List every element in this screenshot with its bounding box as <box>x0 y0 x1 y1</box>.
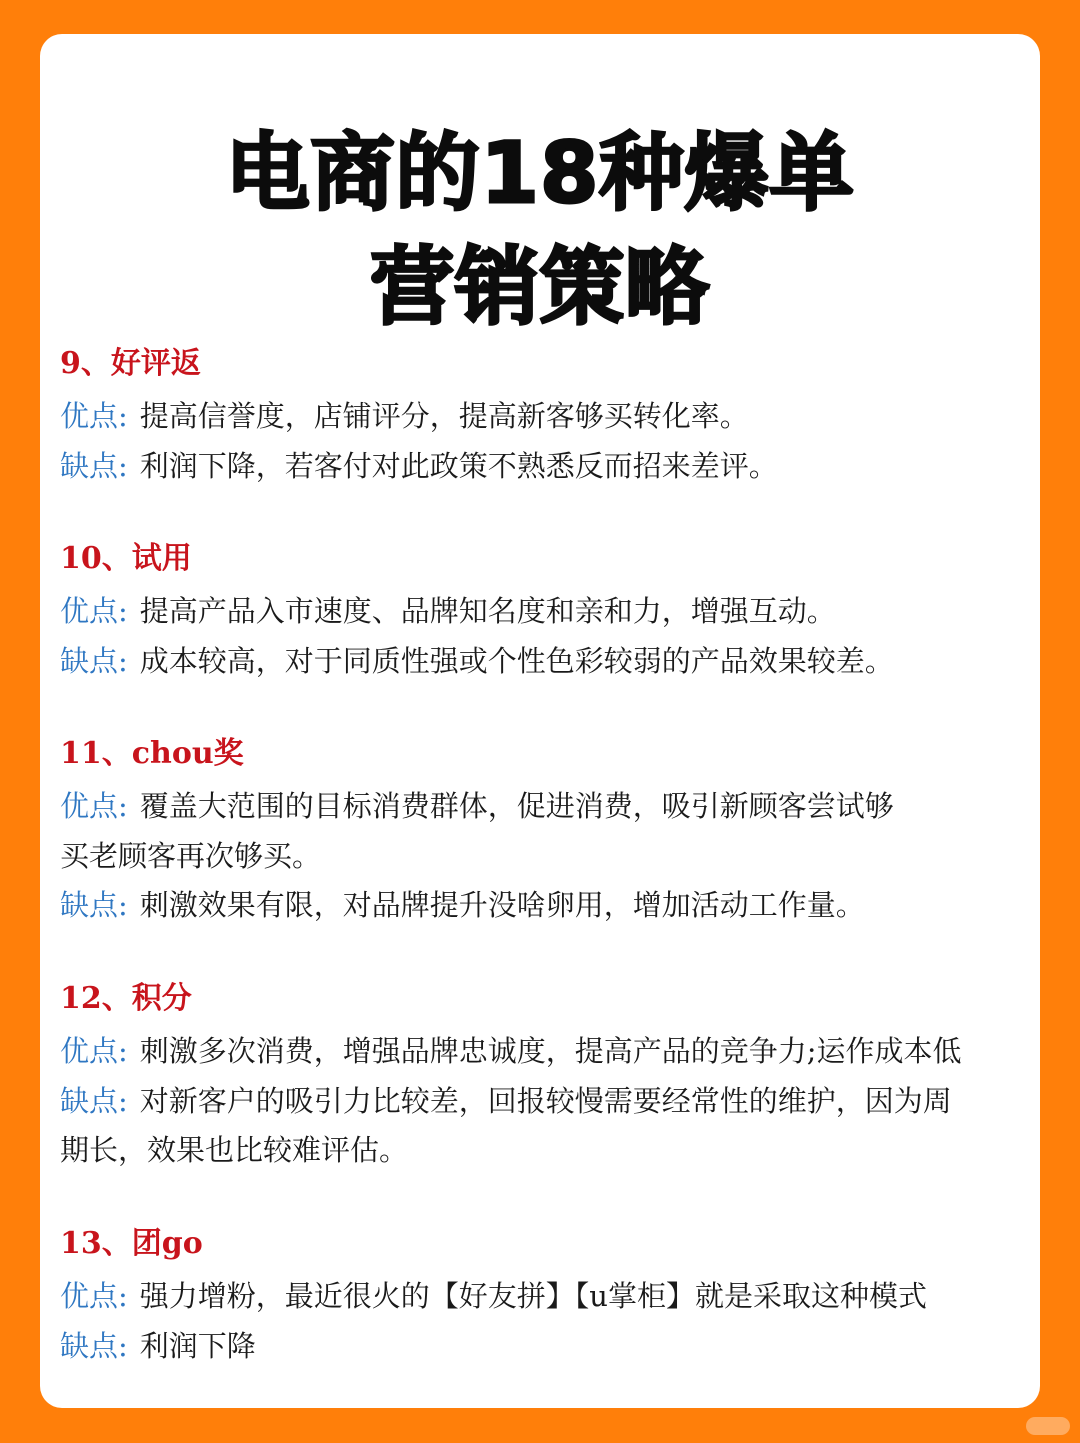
con-text-continued: 期长，效果也比较难评估。 <box>60 1133 409 1167</box>
section-heading: 9、好评返 <box>60 346 201 381</box>
pro-text: 提高产品入市速度、品牌知名度和亲和力，增强互动。 <box>139 594 836 628</box>
con-line <box>60 442 1025 492</box>
pro-line <box>60 782 1025 832</box>
pro-label: 优点: <box>60 1279 128 1313</box>
pro-text-continued: 买老顾客再次够买。 <box>60 838 322 873</box>
section-heading: 12、积分 <box>60 981 192 1016</box>
section-9 <box>60 342 1025 491</box>
content-card <box>40 34 1040 1408</box>
title-line-1: 电商的18种爆单 <box>225 124 855 222</box>
section-heading: 13、团go <box>60 1226 203 1261</box>
con-text: 利润下降，若客付对此政策不熟悉反而招来差评。 <box>139 448 778 483</box>
pro-text: 提高信誉度，店铺评分，提高新客够买转化率。 <box>139 399 749 433</box>
con-line <box>60 1322 1025 1372</box>
pro-label: 优点: <box>60 1034 128 1068</box>
con-line <box>60 881 1025 931</box>
pro-label: 优点: <box>60 594 128 628</box>
con-text: 刺激效果有限，对品牌提升没啥卵用，增加活动工作量。 <box>139 888 865 922</box>
section-heading: 11、chou奖 <box>60 736 244 771</box>
con-line <box>60 637 1025 687</box>
pro-line <box>60 392 1025 442</box>
watermark-badge <box>1026 1417 1070 1435</box>
pro-line <box>60 1027 1025 1077</box>
pro-text: 覆盖大范围的目标消费群体，促进消费，吸引新顾客尝试够 <box>139 789 894 823</box>
con-label: 缺点: <box>60 448 128 483</box>
con-line-continued <box>60 1126 1025 1176</box>
section-heading: 10、试用 <box>60 541 192 576</box>
con-label: 缺点: <box>60 643 128 678</box>
pro-line-continued <box>60 832 1025 882</box>
con-label: 缺点: <box>60 888 128 922</box>
con-text: 成本较高，对于同质性强或个性色彩较弱的产品效果较差。 <box>139 643 894 678</box>
section-13 <box>60 1222 1025 1371</box>
con-text: 对新客户的吸引力比较差，回报较慢需要经常性的维护，因为周 <box>139 1083 952 1118</box>
page-title <box>40 116 1040 344</box>
section-10 <box>60 537 1025 686</box>
con-text: 利润下降 <box>139 1328 256 1363</box>
pro-text: 强力增粉，最近很火的【好友拼】【u掌柜】就是采取这种模式 <box>139 1279 927 1313</box>
pro-line <box>60 587 1025 637</box>
section-12 <box>60 977 1025 1176</box>
con-line <box>60 1077 1025 1127</box>
title-line-2: 营销策略 <box>369 238 710 336</box>
pro-label: 优点: <box>60 789 128 823</box>
pro-line <box>60 1272 1025 1322</box>
pro-label: 优点: <box>60 399 128 433</box>
con-label: 缺点: <box>60 1083 128 1118</box>
pro-text: 刺激多次消费，增强品牌忠诚度，提高产品的竞争力;运作成本低 <box>139 1034 962 1068</box>
con-label: 缺点: <box>60 1328 128 1363</box>
section-11 <box>60 732 1025 931</box>
